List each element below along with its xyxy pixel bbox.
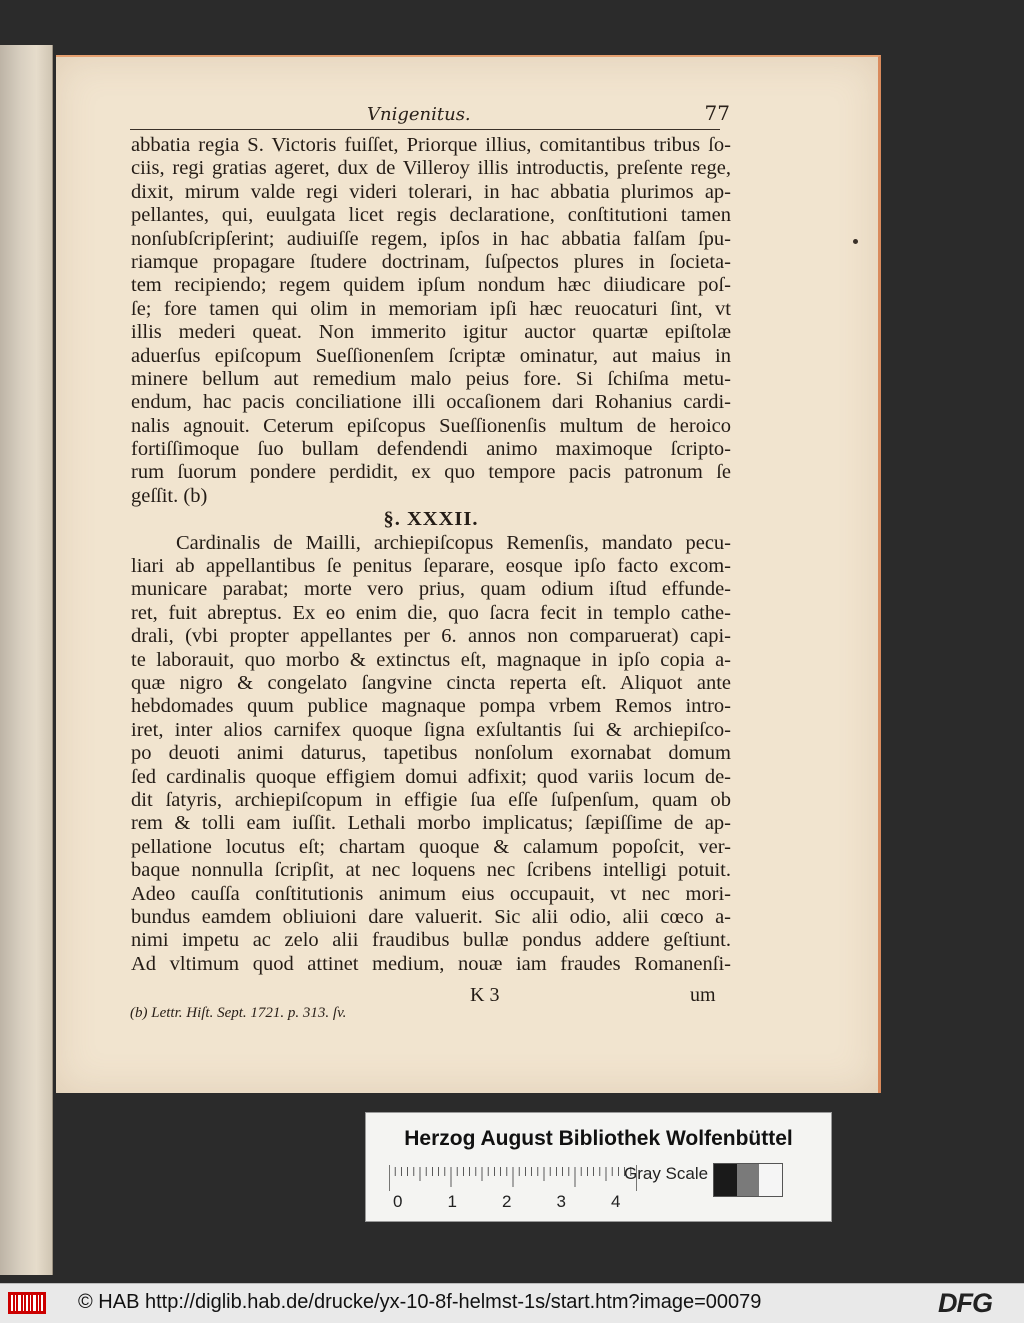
text-line: pellantes, qui, euulgata licet regis declaratione, conſtitutioni tamen xyxy=(131,204,731,227)
text-line: po deuoti animi daturus, tapetibus nonſolum exornabat domum xyxy=(131,742,731,765)
catchword: um xyxy=(690,984,716,1006)
text-line: nalis agnouit. Ceterum epiſcopus Sueſſionenſis multum de heroico xyxy=(131,414,731,437)
running-head xyxy=(130,101,730,128)
library-color-card xyxy=(365,1112,832,1222)
text-line: iret, inter alios carnifex quoque ſigna exſultantis ſui & archiepiſco- xyxy=(131,718,731,741)
permalink-text[interactable]: © HAB http://diglib.hab.de/drucke/yx-10-8f-helmst-1s/start.htm?image=00079 xyxy=(78,1291,762,1313)
text-line: rem & tolli eam iuſſit. Lethali morbo implicatus; ſæpiſſime de ap- xyxy=(131,812,731,835)
text-line: liari ab appellantibus ſe penitus ſeparare, eosque ipſo facto excom- xyxy=(131,555,731,578)
text-line: dit ſatyris, archiepiſcopum in effigie ſua eſſe ſuſpenſum, quam ob xyxy=(131,788,731,811)
text-line: endum, hac pacis conciliatione illi occaſionem dari Rohanius cardi- xyxy=(131,391,731,414)
text-line: tem recipiendo; regem quidem ipſum nondum hæc diiudicare poſ- xyxy=(131,274,731,297)
gray-scale-swatch xyxy=(713,1163,783,1197)
running-title: Vnigenitus. xyxy=(367,104,471,125)
text-line: nimi impetu ac zelo alii fraudibus bullæ pondus addere geſtiunt. xyxy=(131,929,731,952)
text-line: nonſubſcripſerint; audiuiſſe regem, ipſos in hac abbatia falſam ſpu- xyxy=(131,227,731,250)
text-line: Ad vltimum quod attinet medium, nouæ iam fraudes Romanenſi- xyxy=(131,952,731,975)
ruler-scale xyxy=(389,1163,637,1209)
text-line: illis mederi queat. Non immerito igitur auctor quartæ epiſtolæ xyxy=(131,321,731,344)
gray-swatch-dark xyxy=(714,1164,737,1196)
text-line: abbatia regia S. Victoris fuiſſet, Priorque illius, comitantibus tribus ſo- xyxy=(131,134,731,156)
ruler-label: 3 xyxy=(556,1192,566,1209)
ruler-label: 1 xyxy=(447,1192,457,1209)
text-line: ciis, regi gratias ageret, dux de Villeroy illis introductis, preſente rege, xyxy=(131,157,731,180)
text-line: drali, (vbi propter appellantes per 6. annos non comparuerat) capi- xyxy=(131,625,731,648)
ruler-label: 2 xyxy=(502,1192,512,1209)
text-line: ret, fuit abreptus. Ex eo enim die, quo ſacra fecit in templo cathe- xyxy=(131,601,731,624)
text-line: Cardinalis de Mailli, archiepiſcopus Remenſis, mandato pecu- xyxy=(176,531,731,554)
footer-bar xyxy=(0,1283,1024,1323)
gray-scale-label: Gray Scale xyxy=(624,1164,709,1183)
text-line: pellatione locutus eſt; chartam quoque & calamum popoſcit, ver- xyxy=(131,835,731,858)
text-line: geſſit. (b) xyxy=(131,484,208,507)
text-line: aduerſus epiſcopum Sueſſionenſem ſcriptæ ominatur, aut maius in xyxy=(131,344,731,367)
footnote: (b) Lettr. Hiſt. Sept. 1721. p. 313. ſv. xyxy=(130,1005,347,1021)
head-rule xyxy=(130,129,720,130)
text-line: ſed cardinalis quoque effigiem domui adfixit; quod variis locum de- xyxy=(131,765,731,788)
page-number: 77 xyxy=(704,101,730,125)
text-line: fortiſſimoque ſuo bullam defendendi animo maximoque ſcripto- xyxy=(131,438,731,461)
gray-swatch-mid xyxy=(737,1164,760,1196)
ink-spot xyxy=(853,239,858,244)
ruler-label: 4 xyxy=(611,1192,621,1209)
text-line: quæ nigro & congelato ſangvine cincta reperta eſt. Aliquot ante xyxy=(131,671,731,694)
barcode-icon xyxy=(8,1292,46,1314)
dfg-logo: DFG xyxy=(938,1288,992,1318)
text-line: dixit, mirum valde regi videri tolerari, in hac abbatia plurimos ap- xyxy=(131,180,731,203)
text-line: Adeo cauſſa conſtitutionis animum eius occupauit, vt nec mori- xyxy=(131,882,731,905)
ruler-label: 0 xyxy=(393,1192,403,1209)
card-title: Herzog August Bibliothek Wolfenbüttel xyxy=(404,1127,793,1150)
text-line: municare parabat; morte vero prius, quam odium iſtud effunde- xyxy=(131,578,731,601)
gray-swatch-light xyxy=(759,1164,782,1196)
facing-page-edge xyxy=(0,45,53,1275)
text-line: te laborauit, quo morbo & extinctus eſt, magnaque in ipſo copia a- xyxy=(131,648,731,671)
text-line: ſe; fore tamen qui olim in memoriam ipſi hæc reuocaturi ſint, vt xyxy=(131,297,731,320)
signature-mark: K 3 xyxy=(470,984,500,1006)
text-line: bundus eamdem obliuioni dare valuerit. Sic alii odio, alii cœco a- xyxy=(131,905,731,928)
text-line: hebdomades quum publice magnaque pompa vrbem Remos intro- xyxy=(131,695,731,718)
text-line: baque nonnulla ſcripſit, at nec loquens nec ſcribens intelligi potuit. xyxy=(131,859,731,882)
section-heading: §. XXXII. xyxy=(383,508,479,531)
text-line: riamque propagare ſtudere doctrinam, ſuſpectos plures in ſocieta- xyxy=(131,250,731,273)
text-line: minere bellum aut remedium malo peius fore. Si ſchiſma metu- xyxy=(131,367,731,390)
text-line: rum ſuorum pondere perdidit, ex quo tempore pacis patronum ſe xyxy=(131,461,731,484)
body-text xyxy=(131,134,731,976)
